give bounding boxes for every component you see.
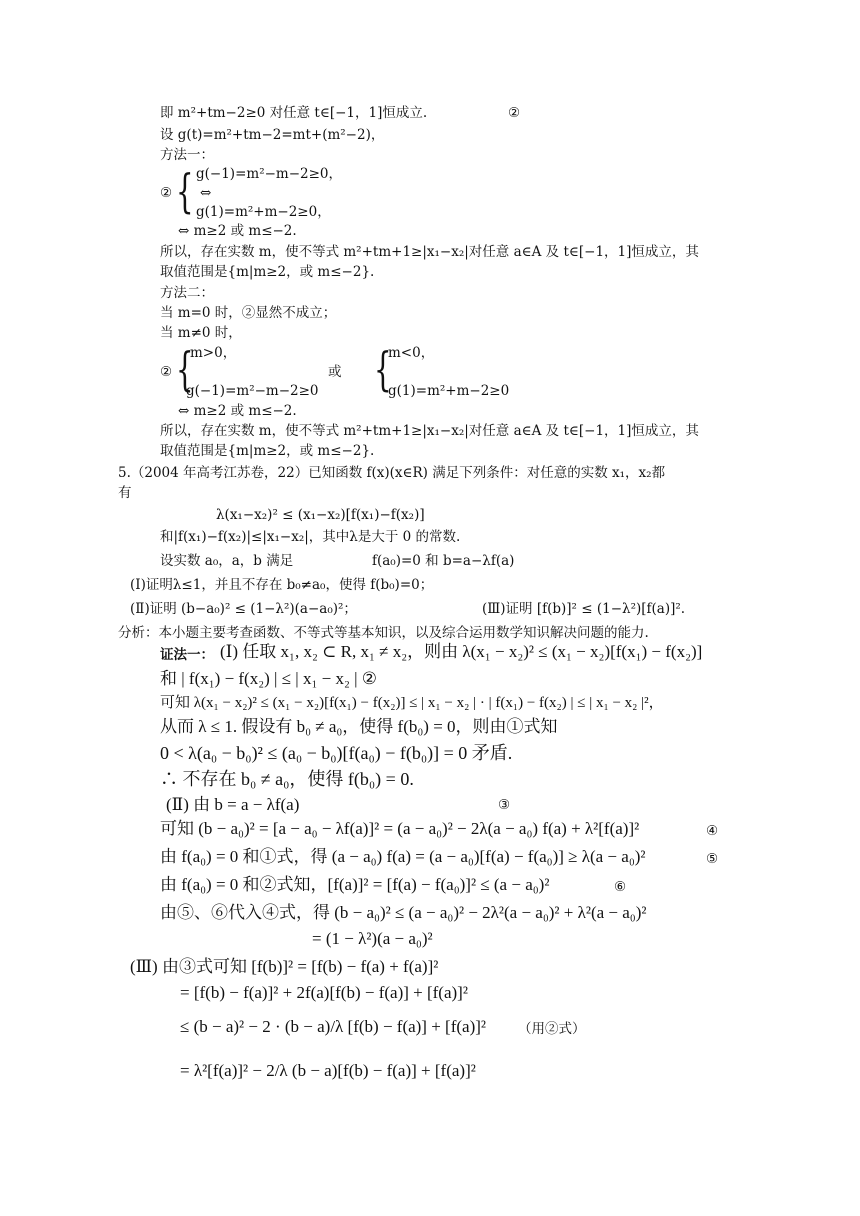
text-line: 设 g(t)=m²+tm−2=mt+(m²−2)，: [160, 127, 385, 143]
section-label: 方法二：: [160, 285, 214, 301]
text-line: 所以，存在实数 m，使不等式 m²+tm+1≥|x₁−x₂|对任意 a∈A 及 t∈[−1，1]恒成立，其: [160, 423, 699, 439]
equation-number: ⑥: [614, 879, 627, 895]
proof-label: 证法一：: [160, 647, 214, 663]
math-line: 由 f(a₀) = 0 和①式，得 (a − a₀) f(a) = (a − a₀)[f(a) − f(a₀)] ≥ λ(a − a₀)²: [160, 847, 646, 866]
part-label: (Ⅲ)证明 [f(b)]² ≤ (1−λ²)[f(a)]².: [482, 601, 686, 617]
math-line: ∴ 不存在 b₀ ≠ a₀，使得 f(b₀) = 0.: [160, 769, 414, 789]
equation-number: ②: [160, 364, 173, 380]
left-brace: {: [176, 164, 194, 218]
analysis-text: 分析：本小题主要考查函数、不等式等基本知识，以及综合运用数学知识解决问题的能力.: [118, 625, 649, 641]
math-line: ⇔: [200, 185, 212, 201]
math-line: 可知 λ(x₁ − x₂)² ≤ (x₁ − x₂)[f(x₁) − f(x₂)] ≤ | x₁ − x₂ | · | f(x₁) − f(x₂) | ≤ | x₁ − x₂ |²，: [160, 695, 664, 711]
left-brace: {: [176, 342, 194, 396]
problem-statement: 5.（2004 年高考江苏卷，22）已知函数 f(x)(x∈R) 满足下列条件：对任意的实数 x₁，x₂都: [118, 465, 666, 481]
math-line: ⇔ m≥2 或 m≤−2.: [178, 223, 297, 239]
text-line: 即 m²+tm−2≥0 对任意 t∈[−1，1]恒成立.: [160, 105, 428, 121]
equation-number: ②: [508, 105, 521, 121]
math-line: 和 | f(x₁) − f(x₂) | ≤ | x₁ − x₂ | ②: [160, 669, 378, 688]
text-line: 当 m=0 时，②显然不成立；: [160, 305, 337, 321]
math-line: m>0，: [190, 345, 237, 361]
text-line: 取值范围是{m|m≥2，或 m≤−2}.: [160, 264, 375, 280]
math-line: (Ⅰ) 任取 x₁, x₂ ⊂ R, x₁ ≠ x₂，则由 λ(x₁ − x₂)² ≤ (x₁ − x₂)[f(x₁) − f(x₂)]: [220, 642, 703, 661]
math-line: = (1 − λ²)(a − a₀)²: [312, 929, 433, 948]
math-line: g(−1)=m²−m−2≥0，: [196, 166, 343, 182]
math-line: λ(x₁−x₂)² ≤ (x₁−x₂)[f(x₁)−f(x₂)]: [216, 507, 425, 523]
text-line: 和|f(x₁)−f(x₂)|≤|x₁−x₂|，其中λ是大于 0 的常数.: [160, 529, 461, 545]
math-line: 可知 (b − a₀)² = [a − a₀ − λf(a)]² = (a − a₀)² − 2λ(a − a₀) f(a) + λ²[f(a)]²: [160, 819, 640, 838]
part-label: (Ⅱ)证明 (b−a₀)² ≤ (1−λ²)(a−a₀)²；: [130, 601, 357, 617]
math-line: f(a₀)=0 和 b=a−λf(a): [372, 553, 515, 569]
left-brace: {: [374, 342, 392, 396]
math-line: ≤ (b − a)² − 2 · (b − a)/λ [f(b) − f(a)] + [f(a)]²: [180, 1017, 487, 1036]
math-line: g(−1)=m²−m−2≥0: [186, 383, 319, 399]
math-line: = [f(b) − f(a)]² + 2f(a)[f(b) − f(a)] + [f(a)]²: [180, 983, 468, 1002]
math-line: ⇔ m≥2 或 m≤−2.: [178, 403, 297, 419]
math-line: 由 f(a₀) = 0 和②式知，[f(a)]² = [f(a) − f(a₀)]² ≤ (a − a₀)²: [160, 875, 550, 894]
note-text: （用②式）: [518, 1021, 586, 1037]
text-line: 有: [118, 485, 132, 501]
equation-number: ⑤: [706, 851, 719, 867]
math-line: m<0，: [388, 345, 435, 361]
text-line: 或: [328, 364, 342, 380]
text-line: 当 m≠0 时，: [160, 325, 242, 341]
equation-number: ④: [706, 823, 719, 839]
math-line: g(1)=m²+m−2≥0，: [196, 204, 331, 220]
equation-number: ②: [160, 185, 173, 201]
section-label: 方法一：: [160, 147, 214, 163]
math-line: 从而 λ ≤ 1. 假设有 b₀ ≠ a₀，使得 f(b₀) = 0，则由①式知: [160, 717, 558, 736]
equation-number: ③: [498, 797, 511, 813]
math-line: = λ²[f(a)]² − 2/λ (b − a)[f(b) − f(a)] + [f(a)]²: [180, 1061, 476, 1080]
text-line: 所以，存在实数 m，使不等式 m²+tm+1≥|x₁−x₂|对任意 a∈A 及 t∈[−1，1]恒成立，其: [160, 244, 699, 260]
math-line: (Ⅱ) 由 b = a − λf(a): [166, 795, 300, 814]
math-line: 由⑤、⑥代入④式，得 (b − a₀)² ≤ (a − a₀)² − 2λ²(a − a₀)² + λ²(a − a₀)²: [160, 903, 647, 922]
math-line: 0 < λ(a₀ − b₀)² ≤ (a₀ − b₀)[f(a₀) − f(b₀)] = 0 矛盾.: [160, 743, 513, 763]
part-label: (Ⅰ)证明λ≤1，并且不存在 b₀≠a₀，使得 f(b₀)=0；: [130, 577, 434, 593]
math-line: g(1)=m²+m−2≥0: [388, 383, 510, 399]
text-line: 设实数 a₀，a，b 满足: [160, 553, 294, 569]
text-line: 取值范围是{m|m≥2，或 m≤−2}.: [160, 443, 375, 459]
math-line: (Ⅲ) 由③式可知 [f(b)]² = [f(b) − f(a) + f(a)]²: [130, 957, 439, 976]
